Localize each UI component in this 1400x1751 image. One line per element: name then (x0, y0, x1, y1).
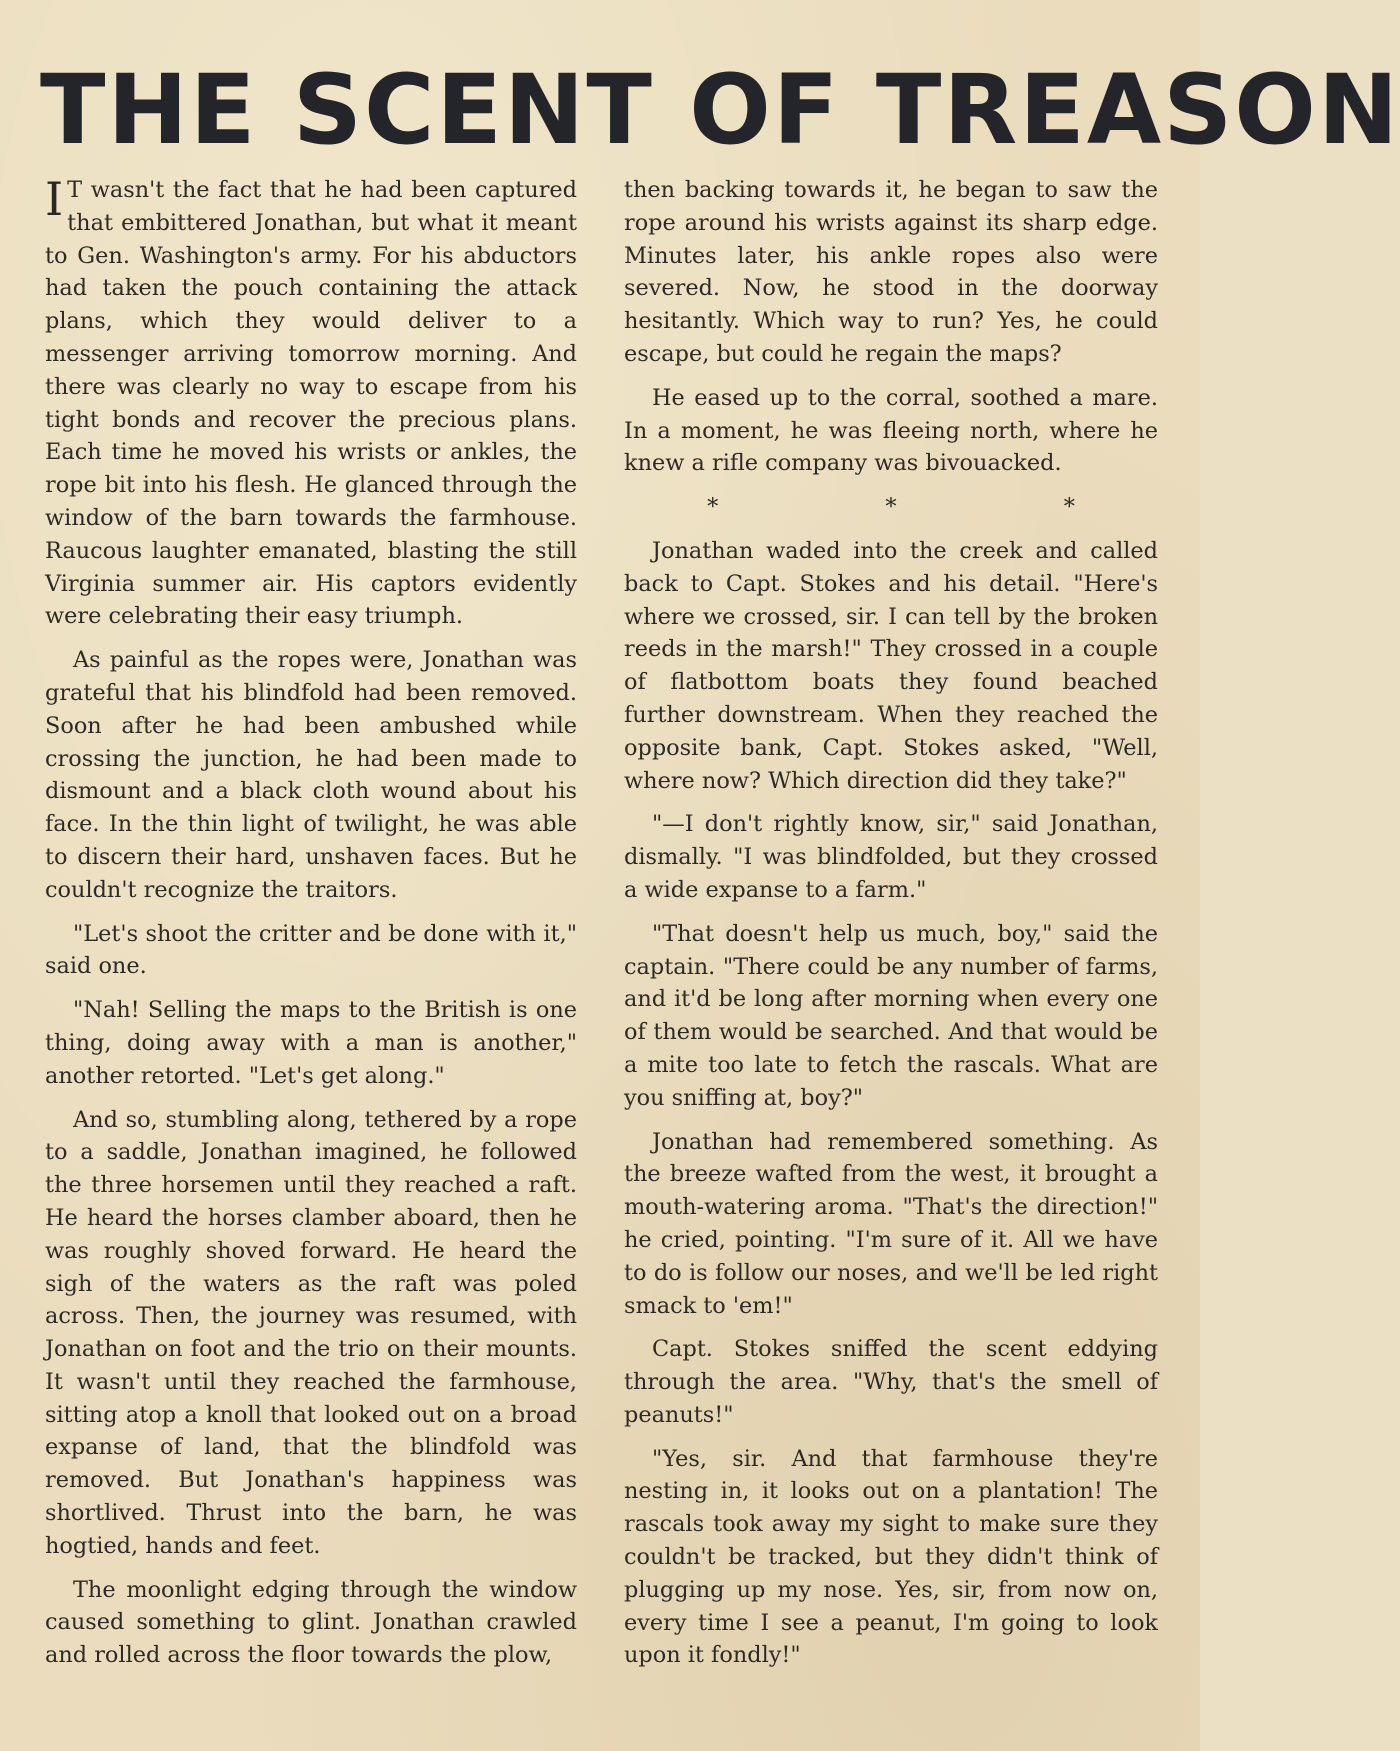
paragraph-6: The moonlight edging through the window caused something to glint. Jonathan crawled and rolled across the floor towards the plow, (45, 1576, 577, 1669)
paragraph-2: As painful as the ropes were, Jonathan was grateful that his blindfold had been removed. Soon after he had been ambushed while crossing the junction, he had been made to dismount and a black cloth wound about his face. In the thin light of twilight, he was able to discern their hard, unshaven faces. But he couldn't recognize the traitors. (45, 647, 577, 903)
paragraph-4: "Nah! Selling the maps to the British is one thing, doing away with a man is another," another retorted. "Let's get along." (45, 997, 577, 1089)
right-column (624, 174, 1158, 1683)
paragraph-1-text: T wasn't the fact that he had been captured that embittered Jonathan, but what it meant to Gen. Washington's army. For his abductors had taken the pouch containing the attack plans, which they would deliver to a messenger arriving tomorrow morning. And there was clearly no way to escape from his tight bonds and recover the precious plans. Each time he moved his wrists or ankles, the rope bit into his flesh. He glanced through the window of the barn towards the farmhouse. Raucous laughter emanated, blasting the still Virginia summer air. His captors evidently were celebrating their easy triumph. (45, 177, 577, 630)
paragraph-1 (45, 174, 577, 633)
paragraph-3: "Let's shoot the critter and be done with it," said one. (45, 920, 577, 980)
paragraph-14: "Yes, sir. And that farmhouse they're nesting in, it looks out on a plantation! The rascals took away my sight to make sure they couldn't be tracked, but they didn't think of plugging up my nose. Yes, sir, from now on, every time I see a peanut, I'm going to look upon it fondly!" (624, 1445, 1158, 1669)
section-separator: * * * (707, 494, 1155, 521)
paragraph-5: And so, stumbling along, tethered by a rope to a saddle, Jonathan imagined, he followed the three horsemen until they reached a raft. He heard the horses clamber aboard, then he was roughly shoved forward. He heard the sigh of the waters as the raft was poled across. Then, the journey was resumed, with Jonathan on foot and the trio on their mounts. It wasn't until they reached the farmhouse, sitting atop a knoll that looked out on a broad expanse of land, that the blindfold was removed. But Jonathan's happiness was shortlived. Thrust into the barn, he was hogtied, hands and feet. (45, 1106, 577, 1559)
drop-cap: I (45, 172, 64, 226)
paragraph-8: He eased up to the corral, soothed a mare. In a moment, he was fleeing north, where he knew a rifle company was bivouacked. (624, 384, 1158, 477)
paragraph-9: Jonathan waded into the creek and called back to Capt. Stokes and his detail. "Here's where we crossed, sir. I can tell by the broken reeds in the marsh!" They crossed in a couple of flatbottom boats they found beached further downstream. When they reached the opposite bank, Capt. Stokes asked, "Well, where now? Which direction did they take?" (624, 537, 1158, 794)
paragraph-10: "—I don't rightly know, sir," said Jonathan, dismally. "I was blindfolded, but they crossed a wide expanse to a farm." (624, 811, 1158, 903)
paragraph-12: Jonathan had remembered something. As the breeze wafted from the west, it brought a mouth-watering aroma. "That's the direction!" he cried, pointing. "I'm sure of it. All we have to do is follow our noses, and we'll be led right smack to 'em!" (624, 1128, 1158, 1319)
left-column (45, 174, 577, 1683)
story-title: THE SCENT OF TREASON (40, 54, 1400, 166)
paragraph-7: then backing towards it, he began to saw the rope around his wrists against its sharp edge. Minutes later, his ankle ropes also were severed. Now, he stood in the doorway hesitantly. Which way to run? Yes, he could escape, but could he regain the maps? (624, 177, 1158, 367)
paragraph-11: "That doesn't help us much, boy," said the captain. "There could be any number of farms, and it'd be long after morning when every one of them would be searched. And that would be a mite too late to fetch the rascals. What are you sniffing at, boy?" (624, 920, 1158, 1111)
paragraph-13: Capt. Stokes sniffed the scent eddying through the area. "Why, that's the smell of peanuts!" (624, 1336, 1158, 1428)
